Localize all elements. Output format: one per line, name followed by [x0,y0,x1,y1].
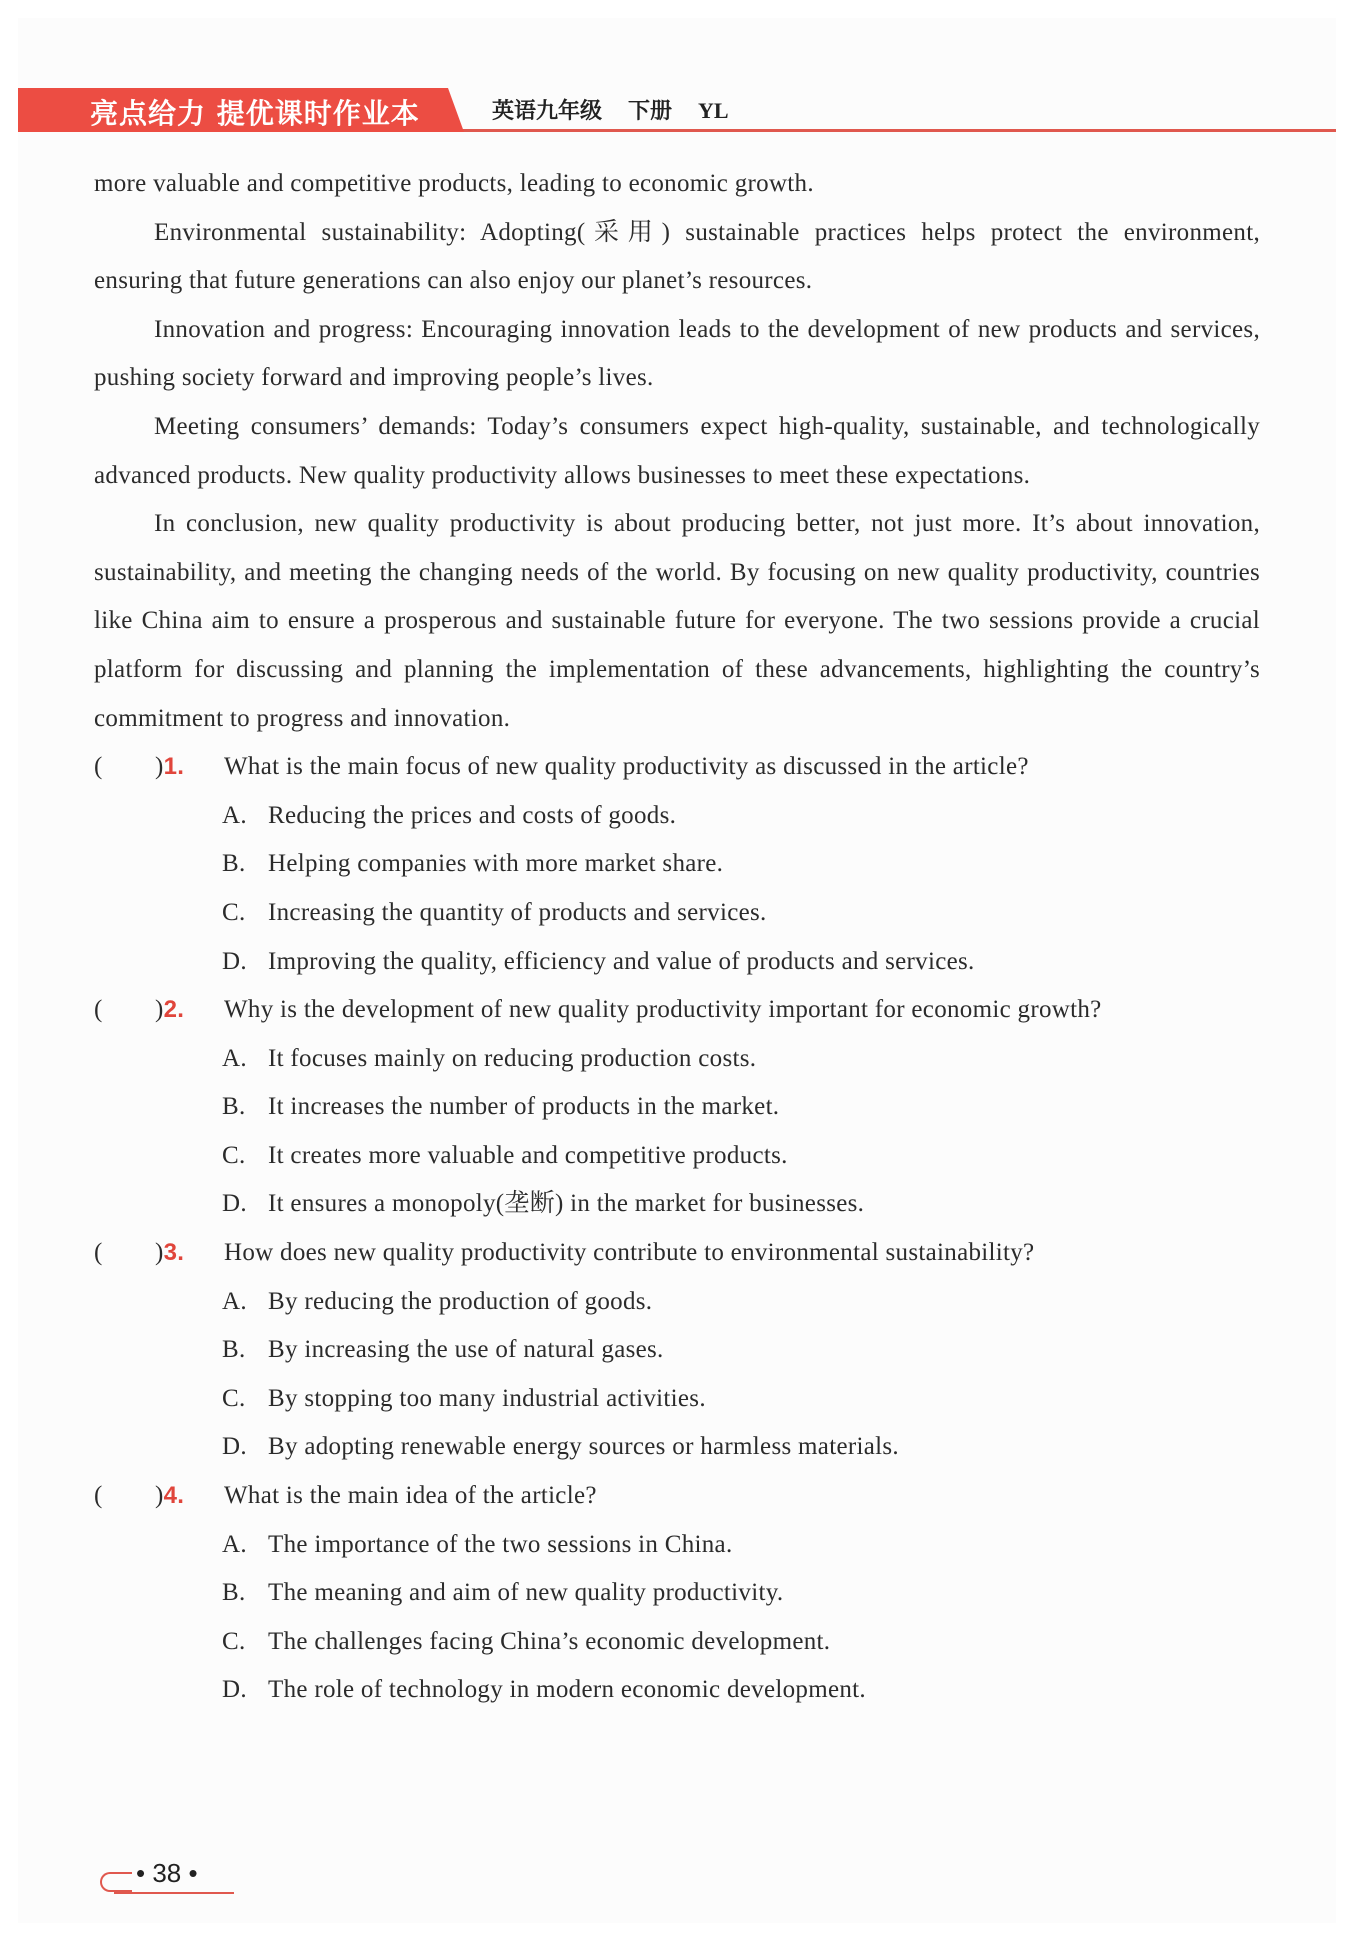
page-header [18,88,1336,132]
question-text: Why is the development of new quality productivity important for economic growth? [224,996,1102,1024]
question-2 [94,986,1260,1229]
option-text: Improving the quality, efficiency and value of products and services. [268,947,975,975]
question-text: What is the main focus of new quality productivity as discussed in the article? [224,753,1029,781]
edition-label: YL [698,98,729,123]
option [222,1278,1260,1327]
option-letter: A. [222,801,247,829]
paragraph: Environmental sustainability: Adopting(采用) sustainable practices helps protect the environment, ensuring that future generations can also enjoy our planet’s resources. [94,218,1260,295]
option-letter: D. [222,1676,247,1704]
page-footer [100,1860,240,1900]
option-text: By stopping too many industrial activities. [268,1384,706,1412]
paragraph: Innovation and progress: Encouraging innovation leads to the development of new products and services, pushing society forward and improving people’s lives. [94,315,1260,392]
answer-paren: ( ) [94,1239,164,1267]
option [222,1326,1260,1375]
answer-blank[interactable] [94,743,224,792]
option [222,1083,1260,1132]
paragraph: Meeting consumers’ demands: Today’s consumers expect high-quality, sustainable, and technologically advanced products. New quality productivity allows businesses to meet these expectations. [94,412,1260,489]
answer-blank[interactable] [94,986,224,1035]
option-text: The challenges facing China’s economic development. [268,1627,831,1655]
option-letter: D. [222,1433,247,1461]
option-letter: B. [222,1336,246,1364]
book-info [492,94,755,125]
question-number: 2. [163,996,185,1024]
option [222,1666,1260,1715]
option [222,1521,1260,1570]
volume-label: 下册 [628,99,673,124]
page-content [94,160,1260,1715]
option [222,1180,1260,1229]
question-4 [94,1472,1260,1715]
option-text: The role of technology in modern economic development. [268,1676,866,1704]
option-list [222,792,1260,986]
question-number: 3. [163,1239,185,1267]
option-text: Increasing the quantity of products and services. [268,898,767,926]
option-letter: C. [222,898,246,926]
option-text: It ensures a monopoly(垄断) in the market for businesses. [268,1190,865,1218]
option-text: By reducing the production of goods. [268,1287,653,1315]
option-letter: C. [222,1141,246,1169]
option [222,1423,1260,1472]
option [222,840,1260,889]
option-list [222,1035,1260,1229]
paragraph: more valuable and competitive products, leading to economic growth. [94,170,814,197]
option [222,889,1260,938]
option-text: By adopting renewable energy sources or harmless materials. [268,1433,899,1461]
option [222,1618,1260,1667]
option [222,1035,1260,1084]
option-letter: C. [222,1627,246,1655]
question-number: 4. [163,1482,185,1510]
option-text: It increases the number of products in the market. [268,1093,780,1121]
question-1 [94,743,1260,986]
page-number: • 38 • [136,1858,198,1888]
footer-ornament [100,1872,132,1892]
option-letter: D. [222,1190,247,1218]
option-letter: A. [222,1044,247,1072]
option-list [222,1521,1260,1715]
answer-blank[interactable] [94,1472,224,1521]
option [222,792,1260,841]
option-text: The meaning and aim of new quality productivity. [268,1579,784,1607]
question-3 [94,1229,1260,1472]
option-text: By increasing the use of natural gases. [268,1336,664,1364]
series-title: 亮点给力 提优课时作业本 [90,97,420,130]
option-letter: A. [222,1287,247,1315]
option-text: Helping companies with more market share. [268,850,724,878]
answer-paren: ( ) [94,996,164,1024]
answer-paren: ( ) [94,753,164,781]
option [222,1375,1260,1424]
option-text: It focuses mainly on reducing production costs. [268,1044,757,1072]
option-letter: A. [222,1530,247,1558]
question-text: What is the main idea of the article? [224,1482,597,1510]
option-text: The importance of the two sessions in China. [268,1530,733,1558]
option-letter: B. [222,850,246,878]
footer-rule [114,1892,234,1894]
paragraph: In conclusion, new quality productivity is about producing better, not just more. It’s about innovation, sustainability, and meeting the changing needs of the world. By focusing on new quality productivity, countries like China aim to ensure a prosperous and sustainable future for everyone. The two sessions provide a crucial platform for discussing and planning the implementation of these advancements, highlighting the country’s commitment to progress and innovation. [94,510,1260,732]
option [222,1132,1260,1181]
question-text: How does new quality productivity contribute to environmental sustainability? [224,1239,1035,1267]
option-letter: B. [222,1093,246,1121]
option-text: Reducing the prices and costs of goods. [268,801,677,829]
option-list [222,1278,1260,1472]
option-letter: B. [222,1579,246,1607]
option-letter: C. [222,1384,246,1412]
question-number: 1. [163,753,185,781]
option [222,1569,1260,1618]
answer-paren: ( ) [94,1482,164,1510]
subject-label: 英语九年级 [492,99,603,124]
option [222,938,1260,987]
answer-blank[interactable] [94,1229,224,1278]
option-text: It creates more valuable and competitive products. [268,1141,788,1169]
option-letter: D. [222,947,247,975]
